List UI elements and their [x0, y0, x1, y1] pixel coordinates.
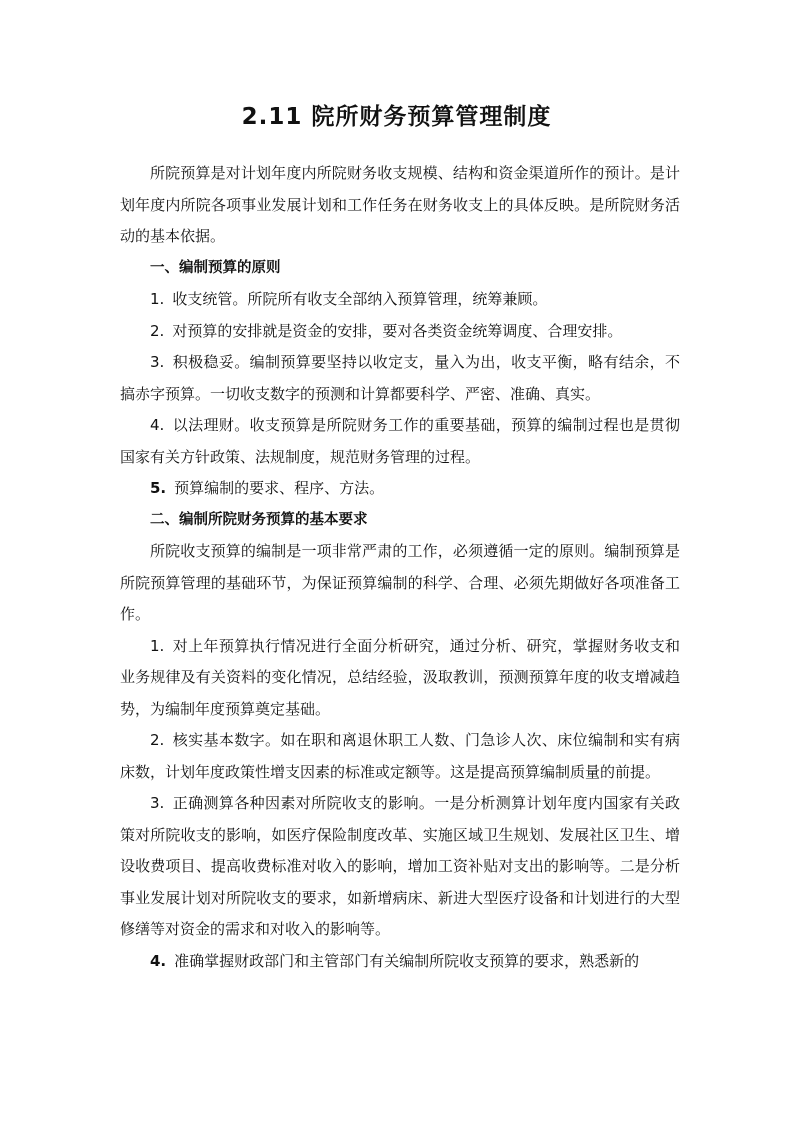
item-text: 预算编制的要求、程序、方法。	[174, 479, 385, 497]
list-item	[120, 284, 680, 316]
item-text: 积极稳妥。编制预算要坚持以收定支，量入为出，收支平衡，略有结余，不搞赤字预算。一切收支数字的预测和计算都要科学、严密、准确、真实。	[120, 353, 680, 403]
section-heading-principles: 一、编制预算的原则	[150, 259, 281, 276]
section-heading-requirements: 二、编制所院财务预算的基本要求	[150, 511, 368, 528]
list-item	[120, 316, 680, 348]
item-text: 对上年预算执行情况进行全面分析研究，通过分析、研究，掌握财务收支和业务规律及有关资料的变化情况，总结经验，汲取教训，预测预算年度的收支增减趋势，为编制年度预算奠定基础。	[120, 636, 680, 718]
section-intro-paragraph: 所院收支预算的编制是一项非常严肃的工作，必须遵循一定的原则。编制预算是所院预算管理的基础环节，为保证预算编制的科学、合理、必须先期做好各项准备工作。	[120, 542, 680, 623]
list-item	[120, 788, 680, 946]
item-number: 2.	[150, 321, 165, 340]
list-item	[120, 725, 680, 788]
list-item	[120, 946, 680, 978]
item-text: 收支统管。所院所有收支全部纳入预算管理，统筹兼顾。	[172, 290, 548, 308]
item-number: 2.	[150, 731, 165, 749]
item-number: 5.	[150, 479, 167, 497]
item-number: 3.	[150, 794, 165, 812]
item-text: 正确测算各种因素对所院收支的影响。一是分析测算计划年度内国家有关政策对所院收支的影响，如医疗保险制度改革、实施区域卫生规划、发展社区卫生、增设收费项目、提高收费标准对收入的影响，增加工资补贴对支出的影响等。二是分析事业发展计划对所院收支的要求，如新增病床、新进大型医疗设备和计划进行的大型修缮等对资金的需求和对收入的影响等。	[120, 794, 680, 938]
item-number: 3.	[150, 353, 165, 371]
item-text: 对预算的安排就是资金的安排，要对各类资金统筹调度、合理安排。	[172, 321, 623, 340]
item-text: 核实基本数字。如在职和离退休职工人数、门急诊人次、床位编制和实有病床数，计划年度政策性增支因素的标准或定额等。这是提高预算编制质量的前提。	[120, 731, 680, 781]
item-number: 4.	[150, 951, 167, 970]
item-number: 4.	[150, 416, 165, 434]
document-title: 2.11 院所财务预算管理制度	[241, 104, 552, 130]
item-number: 1.	[150, 636, 165, 655]
list-item	[120, 410, 680, 473]
item-text: 以法理财。收支预算是所院财务工作的重要基础，预算的编制过程也是贯彻国家有关方针政策、法规制度，规范财务管理的过程。	[120, 416, 680, 466]
document-body	[120, 158, 680, 977]
item-text: 准确掌握财政部门和主管部门有关编制所院收支预算的要求，熟悉新的	[174, 951, 640, 970]
item-number: 1.	[150, 290, 165, 308]
list-item	[120, 347, 680, 410]
intro-paragraph: 所院预算是对计划年度内所院财务收支规模、结构和资金渠道所作的预计。是计划年度内所院各项事业发展计划和工作任务在财务收支上的具体反映。是所院财务活动的基本依据。	[120, 164, 680, 245]
list-item	[120, 473, 680, 505]
list-item	[120, 631, 680, 726]
